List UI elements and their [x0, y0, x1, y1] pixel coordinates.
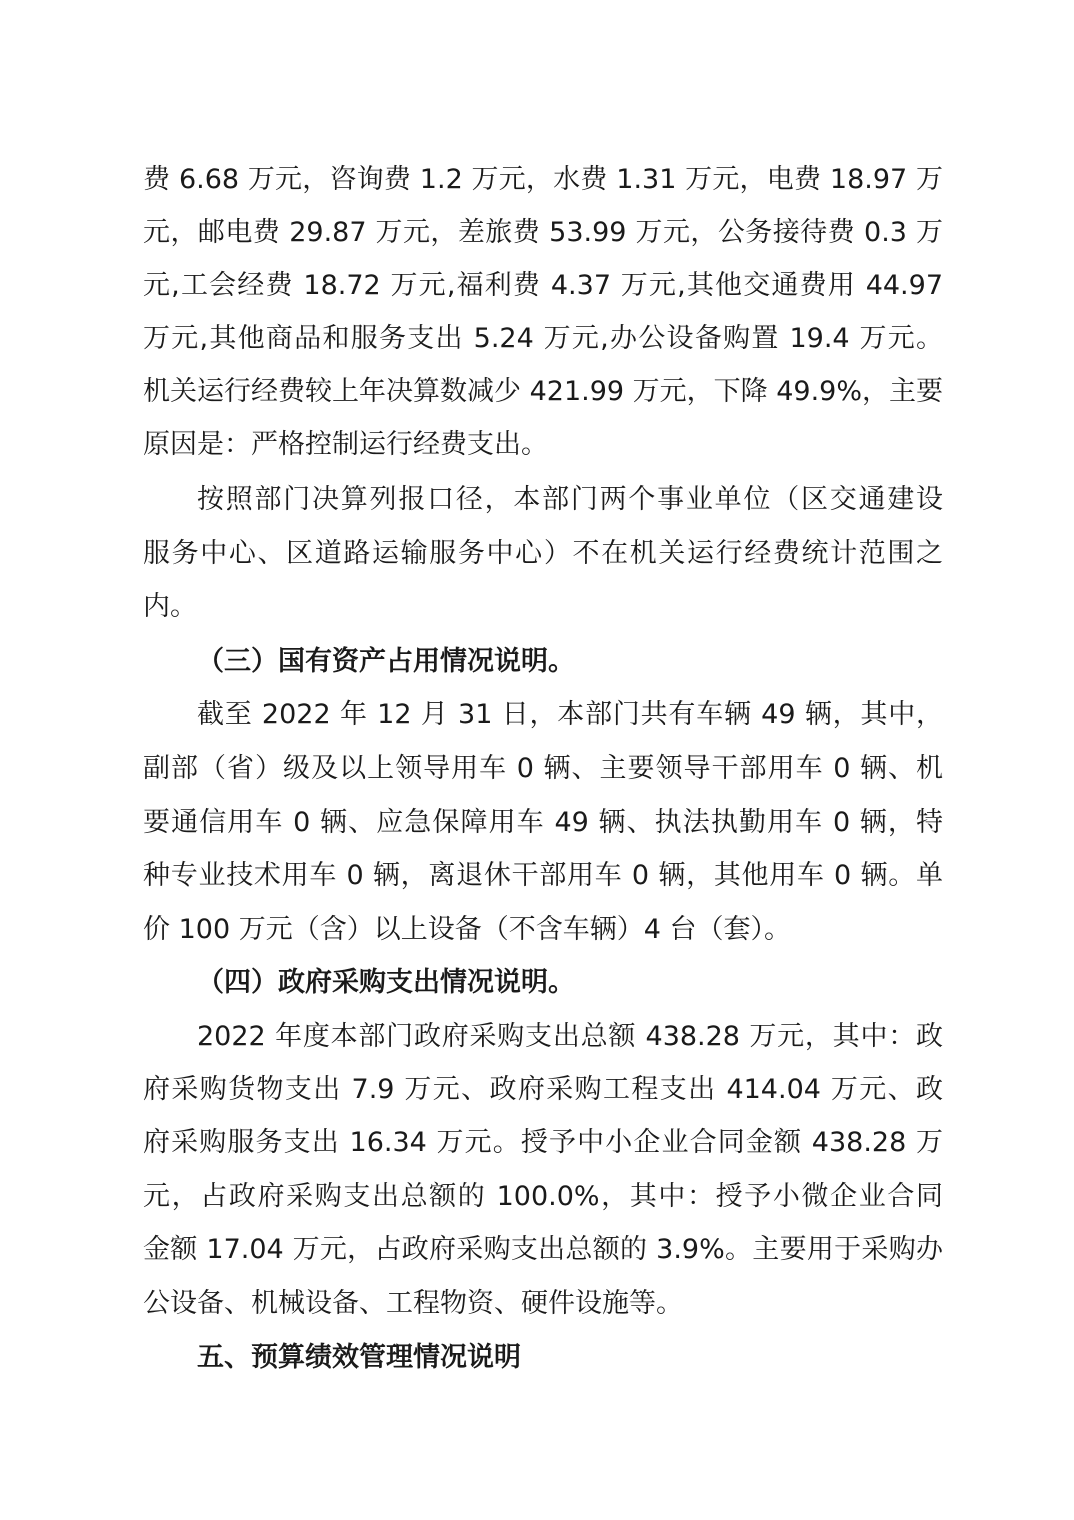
text-line: 2022 年度本部门政府采购支出总额 438.28 万元，其中：政 — [197, 1021, 943, 1052]
text-line: 种专业技术用车 0 辆，离退休干部用车 0 辆，其他用车 0 辆。单 — [143, 860, 943, 891]
text-line: 机关运行经费较上年决算数减少 421.99 万元，下降 49.9%，主要 — [143, 376, 943, 407]
text-line: 金额 17.04 万元，占政府采购支出总额的 3.9%。主要用于采购办 — [143, 1234, 943, 1265]
section-heading: 五、预算绩效管理情况说明 — [197, 1342, 521, 1373]
text-line: 费 6.68 万元，咨询费 1.2 万元，水费 1.31 万元，电费 18.97 万 — [143, 164, 943, 195]
text-line: 按照部门决算列报口径，本部门两个事业单位（区交通建设 — [197, 484, 943, 515]
text-line: 原因是：严格控制运行经费支出。 — [143, 429, 548, 460]
text-line: 公设备、机械设备、工程物资、硬件设施等。 — [143, 1288, 683, 1319]
text-line: 价 100 万元（含）以上设备（不含车辆）4 台（套）。 — [143, 914, 791, 945]
text-line: 元，邮电费 29.87 万元，差旅费 53.99 万元，公务接待费 0.3 万 — [143, 217, 943, 248]
text-line: 服务中心、区道路运输服务中心）不在机关运行经费统计范围之 — [143, 538, 943, 569]
section-heading: （四）政府采购支出情况说明。 — [197, 967, 575, 998]
text-line: 元，占政府采购支出总额的 100.0%，其中：授予小微企业合同 — [143, 1181, 943, 1212]
text-line: 副部（省）级及以上领导用车 0 辆、主要领导干部用车 0 辆、机 — [143, 753, 943, 784]
section-heading: （三）国有资产占用情况说明。 — [197, 646, 575, 677]
text-line: 要通信用车 0 辆、应急保障用车 49 辆、执法执勤用车 0 辆，特 — [143, 807, 943, 838]
text-line: 府采购服务支出 16.34 万元。授予中小企业合同金额 438.28 万 — [143, 1127, 943, 1158]
text-line: 内。 — [143, 591, 197, 622]
text-line: 元,工会经费 18.72 万元,福利费 4.37 万元,其他交通费用 44.97 — [143, 270, 943, 301]
text-line: 截至 2022 年 12 月 31 日，本部门共有车辆 49 辆，其中， — [197, 699, 943, 730]
text-line: 万元,其他商品和服务支出 5.24 万元,办公设备购置 19.4 万元。 — [143, 323, 943, 354]
text-line: 府采购货物支出 7.9 万元、政府采购工程支出 414.04 万元、政 — [143, 1074, 943, 1105]
